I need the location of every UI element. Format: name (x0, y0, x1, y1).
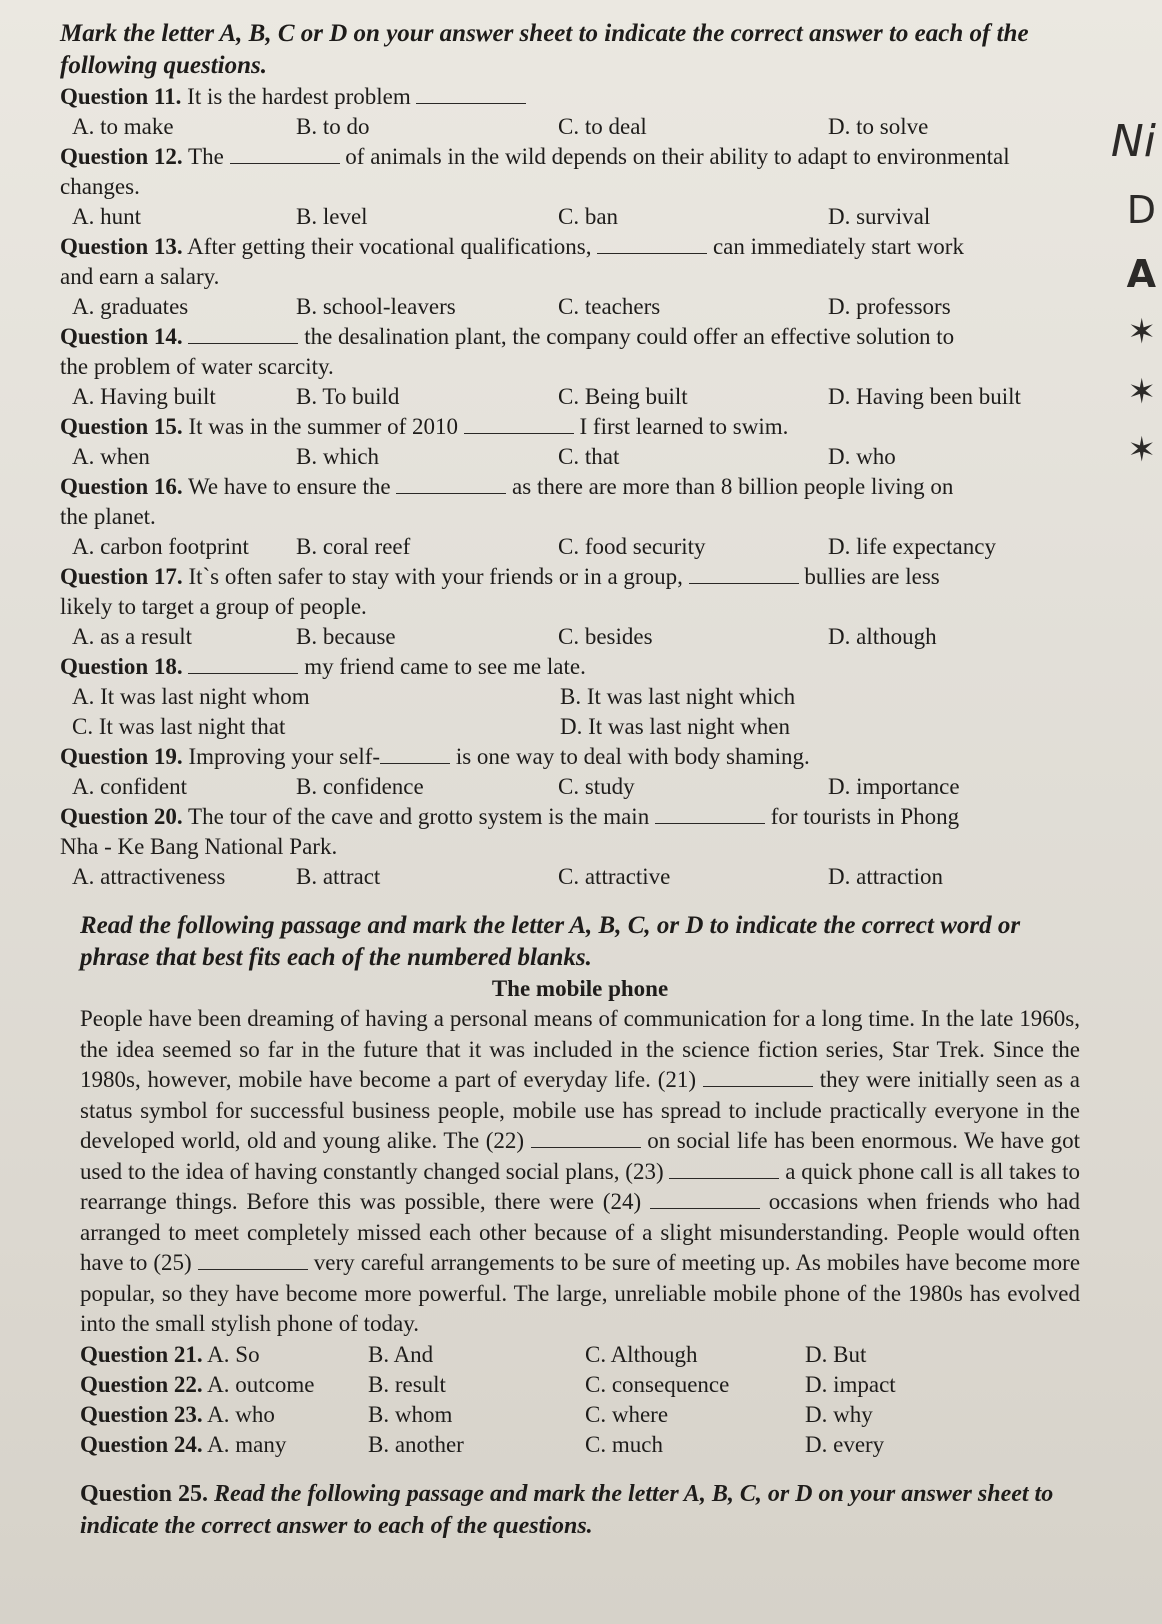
answer-blank (689, 565, 799, 584)
question-text: as there are more than 8 billion people living on (512, 474, 954, 499)
question-text: It is the hardest problem (187, 84, 411, 109)
option-a: A. outcome (207, 1371, 315, 1397)
option-d: D. attraction (828, 864, 943, 889)
passage-text: People have been dreaming of having a personal means of communication for a long time. In the late 1960s, the idea seemed so far in the future that it was included in the science fiction series, Star Trek. Since the 1980s, however, mobile have become a part of everyday life. (21) (80, 1006, 1080, 1092)
question-label: Question 12. (60, 144, 183, 169)
question-label: Question 19. (60, 744, 183, 769)
question-label: Question 20. (60, 804, 183, 829)
option-d: D. But (805, 1341, 867, 1367)
question-list (60, 82, 1100, 652)
question-label: Question 11. (60, 84, 182, 109)
option-c: C. that (558, 444, 620, 469)
question-continuation: the planet. (60, 504, 156, 529)
star-mark-icon: ✶ (1127, 312, 1156, 352)
option-d: D. why (805, 1401, 873, 1427)
question-12 (60, 142, 1100, 232)
question-label: Question 13. (60, 234, 183, 259)
option-d: D. although (828, 624, 937, 649)
question-continuation: and earn a salary. (60, 264, 220, 289)
answer-blank (230, 145, 340, 164)
question-text: of animals in the wild depends on their ability to adapt to environmental (345, 144, 1010, 169)
question-text: the desalination plant, the company could offer an effective solution to (304, 324, 955, 349)
passage-text: a quick phone call is all takes to rearrange things. Before this was possible, there were (24) (80, 1158, 1080, 1214)
option-d: D. It was last night when (560, 714, 790, 739)
option-c: C. It was last night that (72, 714, 286, 739)
passage-text: occasions when friends who had arranged to meet completely missed each other because of a slight misunderstanding. People would often have to (25) (80, 1189, 1080, 1275)
question-14 (60, 322, 1100, 412)
option-a: A. to make (72, 114, 174, 139)
option-c: C. to deal (558, 114, 647, 139)
question-17 (60, 562, 1100, 652)
worksheet (60, 18, 1100, 1542)
option-d: D. every (805, 1431, 885, 1457)
option-b: B. confidence (296, 774, 424, 799)
option-d: D. Having been built (828, 384, 1021, 409)
passage-instruction: Read the following passage and mark the letter A, B, C, or D to indicate the correct word or phrase that best fits each of the numbered blanks. (80, 912, 1021, 971)
question-13 (60, 232, 1100, 322)
question-text: It was in the summer of 2010 (188, 414, 459, 439)
option-c: C. Being built (558, 384, 688, 409)
question-label: Question 14. (60, 324, 183, 349)
option-c: C. Although (585, 1341, 698, 1367)
answer-row (60, 1400, 1100, 1430)
question-11 (60, 82, 1100, 142)
option-c: C. study (558, 774, 635, 799)
option-d: D. life expectancy (828, 534, 996, 559)
blank-23 (669, 1160, 779, 1179)
question-text: The tour of the cave and grotto system is the main (188, 804, 650, 829)
option-a: A. as a result (72, 624, 193, 649)
option-b: B. school-leavers (296, 294, 456, 319)
question-label: Question 23. (80, 1401, 203, 1427)
handwritten-note: D (1126, 188, 1156, 232)
passage-text: very careful arrangements to be sure of meeting up. As mobiles have become more popular, so they have become more powerful. The large, unreliable mobile phone of the 1980s has evolved into the small stylish phone of today. (80, 1250, 1081, 1336)
question-text: After getting their vocational qualifications, (187, 234, 592, 259)
question-label: Question 15. (60, 414, 183, 439)
option-b: B. which (296, 444, 380, 469)
blank-25 (198, 1251, 308, 1270)
option-b: B. because (296, 624, 396, 649)
answer-blank (188, 655, 298, 674)
passage-body (80, 1004, 1080, 1340)
option-c: C. teachers (558, 294, 661, 319)
option-d: D. who (828, 444, 896, 469)
question-label: Question 16. (60, 474, 183, 499)
question-16 (60, 472, 1100, 562)
option-b: B. And (368, 1341, 434, 1367)
question-text: It`s often safer to stay with your friends or in a group, (188, 564, 683, 589)
question-19 (60, 742, 1100, 802)
answer-row (60, 1370, 1100, 1400)
instruction-heading: Mark the letter A, B, C or D on your answer sheet to indicate the correct answer to each of the following questions. (60, 20, 1029, 79)
option-d: D. professors (828, 294, 951, 319)
question-continuation: likely to target a group of people. (60, 594, 367, 619)
question-text: can immediately start work (712, 234, 964, 259)
question-label: Question 21. (80, 1341, 203, 1367)
answer-blank (416, 85, 526, 104)
option-a: A. So (207, 1341, 260, 1367)
passage-text: they were initially seen as a status symbol for successful business people, mobile use has spread to include practically everyone in the developed world, old and young alike. The (22) (80, 1067, 1080, 1153)
option-a: A. carbon footprint (72, 534, 249, 559)
option-b: B. result (368, 1371, 446, 1397)
question-text: Read the following passage and mark the letter A, B, C, or D on your answer sheet to indicate the correct answer to each of the questions. (80, 1480, 1054, 1539)
option-b: B. attract (296, 864, 381, 889)
option-c: C. food security (558, 534, 706, 559)
option-a: A. Having built (72, 384, 216, 409)
option-d: D. impact (805, 1371, 896, 1397)
option-c: C. much (585, 1431, 663, 1457)
answer-row (60, 1340, 1100, 1370)
option-c: C. ban (558, 204, 619, 229)
handwritten-note: A (1126, 252, 1156, 296)
answer-blank (396, 475, 506, 494)
option-a: A. many (207, 1431, 287, 1457)
question-20 (60, 802, 1100, 892)
option-b: B. level (296, 204, 368, 229)
question-continuation: the problem of water scarcity. (60, 354, 334, 379)
question-continuation: changes. (60, 174, 140, 199)
option-b: B. another (368, 1431, 464, 1457)
option-b: B. It was last night which (560, 684, 796, 709)
answer-row (60, 1430, 1100, 1460)
question-text: bullies are less (804, 564, 940, 589)
question-text: Improving your self- (188, 744, 381, 769)
question-25 (80, 1478, 1090, 1542)
answer-options (60, 1340, 1100, 1460)
option-b: B. coral reef (296, 534, 411, 559)
question-15 (60, 412, 1100, 472)
option-b: B. To build (296, 384, 400, 409)
question-text: is one way to deal with body shaming. (455, 744, 810, 769)
option-a: A. who (207, 1401, 275, 1427)
option-b: B. whom (368, 1401, 453, 1427)
answer-blank (597, 235, 707, 254)
option-a: A. when (72, 444, 150, 469)
star-mark-icon: ✶ (1127, 372, 1156, 412)
question-text: for tourists in Phong (770, 804, 960, 829)
option-c: C. besides (558, 624, 653, 649)
answer-blank (655, 805, 765, 824)
passage-title: The mobile phone (491, 976, 669, 1001)
answer-blank (380, 745, 450, 764)
question-text: We have to ensure the (188, 474, 391, 499)
option-b: B. to do (296, 114, 370, 139)
passage-text: on social life has been enormous. We have got used to the idea of having constantly changed social plans, (23) (80, 1128, 1080, 1184)
question-label: Question 22. (80, 1371, 203, 1397)
blank-24 (650, 1190, 760, 1209)
option-d: D. importance (828, 774, 960, 799)
option-d: D. survival (828, 204, 931, 229)
option-a: A. It was last night whom (72, 684, 310, 709)
question-18 (60, 652, 1100, 742)
option-c: C. consequence (585, 1371, 730, 1397)
blank-21 (703, 1068, 813, 1087)
blank-22 (531, 1129, 641, 1148)
option-d: D. to solve (828, 114, 929, 139)
question-text: my friend came to see me late. (304, 654, 586, 679)
option-a: A. hunt (72, 204, 141, 229)
question-text: The (188, 144, 224, 169)
option-a: A. attractiveness (72, 864, 226, 889)
handwritten-note: Ni (1110, 116, 1156, 167)
question-text: I first learned to swim. (579, 414, 789, 439)
option-c: C. attractive (558, 864, 671, 889)
question-label: Question 25. (80, 1480, 209, 1507)
question-continuation: Nha - Ke Bang National Park. (60, 834, 338, 859)
question-label: Question 18. (60, 654, 183, 679)
answer-blank (188, 325, 298, 344)
answer-blank (464, 415, 574, 434)
question-label: Question 24. (80, 1431, 203, 1457)
star-mark-icon: ✶ (1127, 430, 1156, 470)
option-a: A. graduates (72, 294, 189, 319)
question-label: Question 17. (60, 564, 183, 589)
option-c: C. where (585, 1401, 669, 1427)
option-a: A. confident (72, 774, 187, 799)
